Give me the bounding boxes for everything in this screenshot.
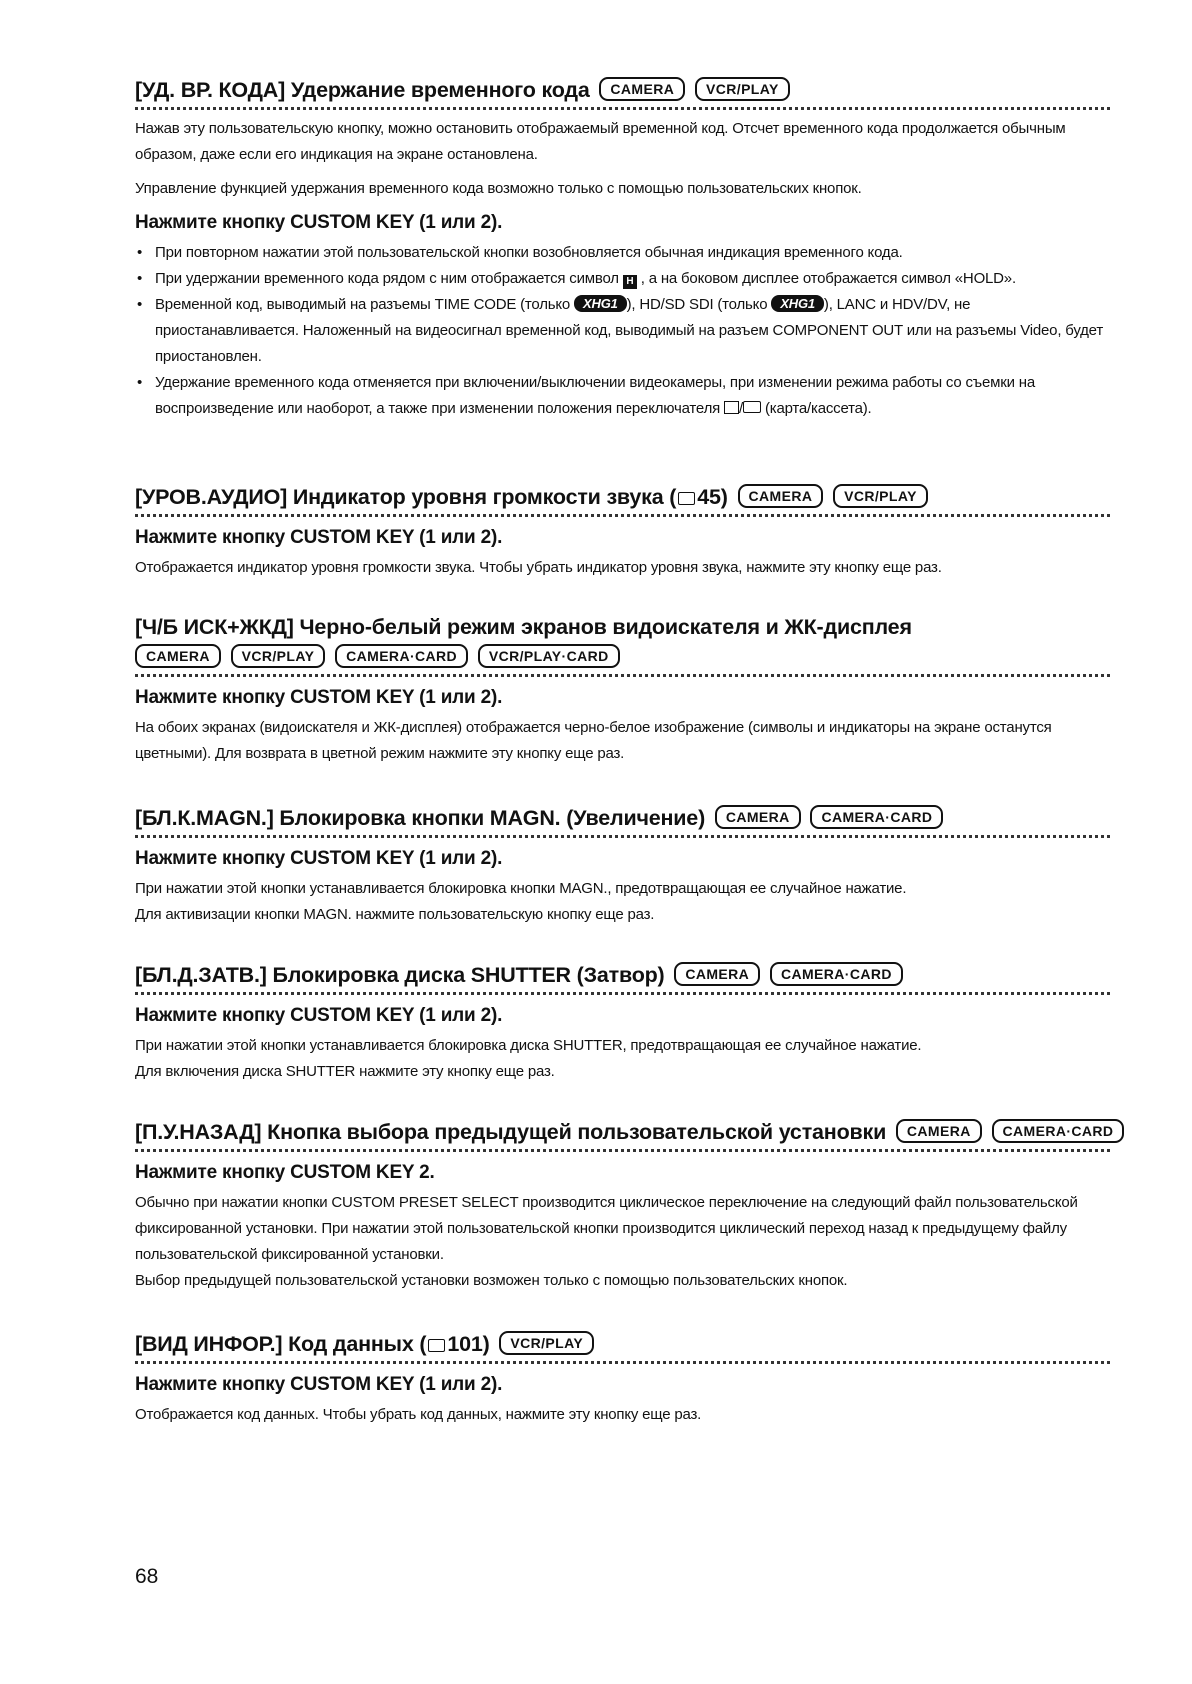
paragraph: Для включения диска SHUTTER нажмите эту кнопку еще раз. [135, 1063, 555, 1080]
paragraph: Отображается индикатор уровня громкости звука. Чтобы убрать индикатор уровня звука, нажмите эту кнопку еще раз. [135, 559, 942, 576]
paragraph: Для активизации кнопки MAGN. нажмите пользовательскую кнопку еще раз. [135, 906, 655, 923]
list-item: • При удержании временного кода рядом с ним отображается символ H , а на боковом дисплее отображается символ «HOLD». [135, 266, 1110, 292]
xh-g1-logo-icon: XHG1 [771, 295, 824, 312]
mode-badges [131, 642, 1110, 672]
instruction: Нажмите кнопку CUSTOM KEY (1 или 2). [135, 848, 503, 869]
paragraph: Управление функцией удержания временного кода возможно только с помощью пользовательских кнопок. [135, 180, 862, 197]
page-number: 68 [135, 1565, 159, 1588]
dotted-divider [135, 992, 1110, 995]
list-item: • При повторном нажатии этой пользовательской кнопки возобновляется обычная индикация временного кода. [135, 240, 1110, 266]
vcr-play-mode-badge: VCR/PLAY [231, 644, 326, 668]
paragraph: На обоих экранах (видоискателя и ЖК-дисплея) отображается черно-белое изображение (символы и индикаторы на экране останутся цветными). Для возврата в цветной режим нажмите эту кнопку еще раз. [135, 719, 1052, 762]
paragraph: Выбор предыдущей пользовательской установки возможен только с помощью пользовательских кнопок. [135, 1272, 848, 1289]
section-data-code [135, 1329, 1110, 1428]
book-reference-icon [678, 492, 695, 505]
section-bw-mode [135, 612, 1110, 767]
dotted-divider [135, 674, 1110, 677]
dotted-divider [135, 835, 1110, 838]
cassette-icon [743, 401, 761, 413]
vcr-play-mode-badge: VCR/PLAY [833, 484, 928, 508]
section-time-code-hold [135, 75, 1110, 422]
hold-symbol-icon: H [623, 275, 637, 289]
camera-card-mode-badge: CAMERA·CARD [810, 805, 943, 829]
dotted-divider [135, 1361, 1110, 1364]
camera-mode-badge: CAMERA [674, 962, 760, 986]
instruction: Нажмите кнопку CUSTOM KEY (1 или 2). [135, 1374, 503, 1395]
section-preset-back [135, 1117, 1114, 1294]
camera-mode-badge: CAMERA [896, 1119, 982, 1143]
camera-mode-badge: CAMERA [738, 484, 824, 508]
section-title: [ВИД ИНФОР.] Код данных ( 101) VCR/PLAY [135, 1329, 1110, 1359]
instruction: Нажмите кнопку CUSTOM KEY (1 или 2). [135, 1005, 503, 1026]
bullet-list [135, 240, 1110, 422]
section-title: [БЛ.К.MAGN.] Блокировка кнопки MAGN. (Увеличение) CAMERA CAMERA·CARD [135, 803, 1110, 833]
section-magn-lock [135, 803, 1110, 928]
paragraph: Отображается код данных. Чтобы убрать код данных, нажмите эту кнопку еще раз. [135, 1406, 702, 1423]
section-audio-level [135, 482, 1110, 581]
vcr-play-card-mode-badge: VCR/PLAY·CARD [478, 644, 620, 668]
dotted-divider [135, 1149, 1110, 1152]
instruction: Нажмите кнопку CUSTOM KEY 2. [135, 1162, 435, 1183]
card-icon [724, 401, 739, 414]
section-shutter-lock [135, 960, 1110, 1085]
list-item: • Временной код, выводимый на разъемы TIME CODE (только XHG1 ), HD/SD SDI (только XHG1 ), LANC и HDV/DV, не приостанавливается. Наложенный на видеосигнал временной код, выводимый на разъем COMPONENT OUT или на разъемы Video, будет приостановлен. [135, 292, 1110, 370]
camera-mode-badge: CAMERA [135, 644, 221, 668]
xh-g1-logo-icon: XHG1 [574, 295, 627, 312]
camera-card-mode-badge: CAMERA·CARD [770, 962, 903, 986]
section-title: [УРОВ.АУДИО] Индикатор уровня громкости звука ( 45) CAMERA VCR/PLAY [135, 482, 1110, 512]
instruction: Нажмите кнопку CUSTOM KEY (1 или 2). [135, 212, 503, 233]
camera-card-mode-badge: CAMERA·CARD [992, 1119, 1125, 1143]
vcr-play-mode-badge: VCR/PLAY [695, 77, 790, 101]
section-title: [П.У.НАЗАД] Кнопка выбора предыдущей пользовательской установки CAMERA CAMERA·CARD [135, 1117, 1110, 1147]
paragraph: Нажав эту пользовательскую кнопку, можно остановить отображаемый временной код. Отсчет временного кода продолжается обычным образом, даже если его индикация на экране остановлена. [135, 120, 1066, 163]
dotted-divider [135, 107, 1110, 110]
section-title: [БЛ.Д.ЗАТВ.] Блокировка диска SHUTTER (Затвор) CAMERA CAMERA·CARD [135, 960, 1110, 990]
section-title: [УД. ВР. КОДА] Удержание временного кода CAMERA VCR/PLAY [135, 75, 1110, 105]
paragraph: Обычно при нажатии кнопки CUSTOM PRESET SELECT производится циклическое переключение на следующий файл пользовательской фиксированной установки. При нажатии этой пользовательской кнопки производится циклический переход назад к предыдущему файлу пользовательской фиксированной установки. [135, 1194, 1078, 1263]
instruction: Нажмите кнопку CUSTOM KEY (1 или 2). [135, 527, 503, 548]
camera-card-mode-badge: CAMERA·CARD [335, 644, 468, 668]
vcr-play-mode-badge: VCR/PLAY [499, 1331, 594, 1355]
camera-mode-badge: CAMERA [599, 77, 685, 101]
camera-mode-badge: CAMERA [715, 805, 801, 829]
paragraph: При нажатии этой кнопки устанавливается блокировка диска SHUTTER, предотвращающая ее случайное нажатие. [135, 1037, 922, 1054]
paragraph: При нажатии этой кнопки устанавливается блокировка кнопки MAGN., предотвращающая ее случайное нажатие. [135, 880, 907, 897]
instruction: Нажмите кнопку CUSTOM KEY (1 или 2). [135, 687, 503, 708]
book-reference-icon [428, 1339, 445, 1352]
section-title: [Ч/Б ИСК+ЖКД] Черно-белый режим экранов видоискателя и ЖК-дисплея [135, 615, 912, 639]
list-item: • Удержание временного кода отменяется при включении/выключении видеокамеры, при изменении режима работы со съемки на воспроизведение или наоборот, а также при изменении положения переключателя / (карта/кассета). [135, 370, 1110, 422]
dotted-divider [135, 514, 1110, 517]
